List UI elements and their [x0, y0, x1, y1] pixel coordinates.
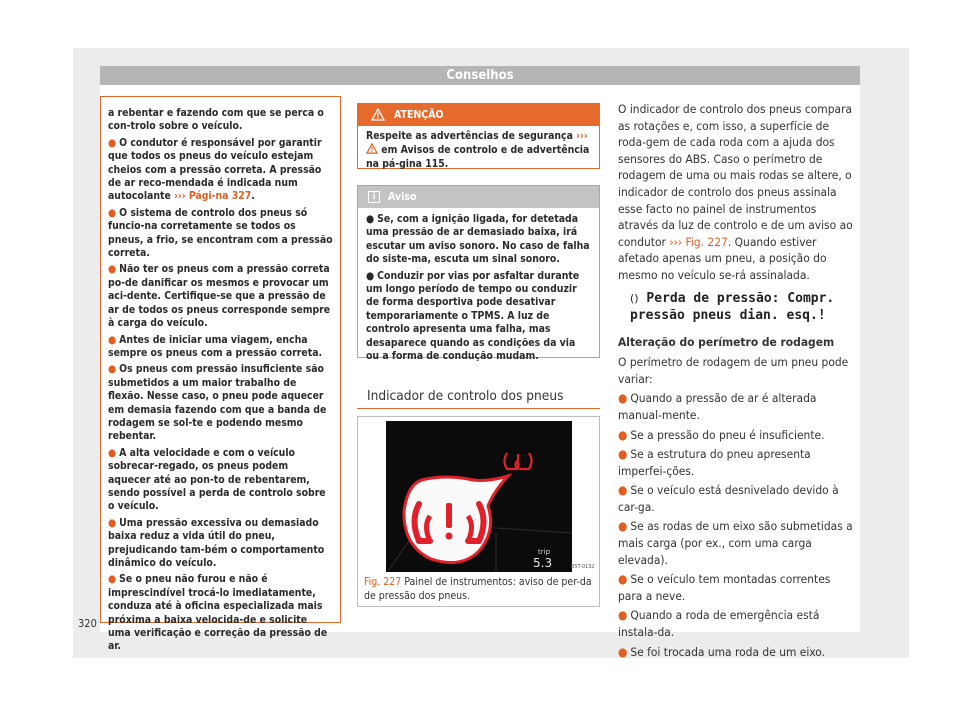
bullet-icon: ● — [108, 363, 117, 376]
list-item: ● Quando a roda de emergência está instala-da. — [618, 608, 820, 640]
bullet-icon: ● — [108, 136, 117, 149]
bullet-icon: ● — [618, 519, 628, 534]
bullet-icon: ● — [108, 446, 117, 459]
aviso-item: ● Se, com a ignição ligada, for detetada uma pressão de ar demasiado baixa, irá escutar um aviso sonoro. No caso de falha do siste-ma, escuta um sinal sonoro. — [366, 213, 590, 266]
aviso-box — [357, 185, 600, 363]
main-text-column — [618, 101, 858, 660]
figure-caption: Fig. 227 Painel de instrumentos: aviso de per-da de pressão dos pneus. — [364, 576, 592, 602]
figure-reference-link[interactable]: ››› Fig. 227 — [669, 234, 728, 249]
warning-item: ● O sistema de controlo dos pneus só funcio-na corretamente se todos os pneus, a frio, se encontram com a pressão correta. — [108, 206, 333, 260]
bullet-icon: ● — [108, 573, 117, 586]
instrument-panel-image — [386, 421, 572, 572]
page-reference-link[interactable]: ››› Pági-na 327 — [174, 190, 252, 203]
warning-continuation-box — [100, 96, 341, 653]
intro-paragraph: O indicador de controlo dos pneus compara as rotações e, com isso, a superfície de roda-gem de cada roda com a ajuda dos sensores do ABS. Caso o perímetro de rodagem de uma ou mais rodas se altere, o indicador de controlo dos pneus assinala esse facto no painel de instrumentos através da luz de controlo e de um aviso ao condutor ››› Fig. 227. Quando estiver afetado apenas um pneu, a posição do mesmo no veículo se-rá assinalada. — [618, 102, 853, 282]
atencao-header — [358, 104, 599, 126]
figure-227 — [357, 416, 600, 607]
trip-label: trip — [538, 548, 551, 556]
bullet-icon: ● — [618, 447, 628, 462]
warning-item: ● Os pneus com pressão insuficiente são submetidos a um maior trabalho de flexão. Nesse caso, o pneu pode aquecer em demasia fazendo com que a banda de rodagem se sol-te e podendo mesmo rebentar. — [108, 363, 327, 443]
atencao-title: ATENÇÃO — [394, 109, 444, 121]
bullet-icon: ● — [618, 608, 628, 623]
warning-item: a rebentar e fazendo com que se perca o con-trolo sobre o veículo. — [108, 107, 324, 133]
warning-triangle-icon — [371, 108, 385, 121]
aviso-body — [358, 208, 599, 371]
warning-item: ● Não ter os pneus com a pressão correta po-de danificar os mesmos e provocar um aci-dente. Certifique-se que a pressão de ar de todos os pneus corresponde sempre à carga do veículo. — [108, 263, 331, 330]
paragraph: O perímetro de rodagem de um pneu pode variar: — [618, 355, 849, 386]
figure-label: Fig. 227 — [364, 576, 402, 588]
atencao-box — [357, 103, 600, 169]
list-item: ● Se a estrutura do pneu apresenta imperfei-ções. — [618, 447, 811, 478]
trip-value: 5.3 — [533, 556, 553, 570]
list-item: ● Quando a pressão de ar é alterada manual-mente. — [618, 391, 817, 422]
aviso-header — [358, 186, 599, 208]
bullet-icon: ● — [618, 391, 628, 406]
bullet-icon: ● — [618, 483, 628, 498]
bullet-icon: ● — [618, 427, 628, 442]
warning-item: ● Antes de iniciar uma viagem, encha sempre os pneus com a pressão correta. — [108, 333, 323, 359]
section-heading: Indicador de controlo dos pneus — [357, 385, 600, 409]
bullet-icon: ● — [108, 333, 117, 346]
list-item: ● Se a pressão do pneu é insuficiente. — [618, 427, 825, 442]
warning-triangle-icon — [366, 143, 378, 154]
page-number: 320 — [78, 617, 97, 630]
display-message: () Perda de pressão: Compr. pressão pneus dian. esq.! — [630, 290, 835, 323]
info-icon: i — [368, 191, 380, 203]
bullet-icon: ● — [366, 213, 375, 225]
bullet-icon: ● — [618, 644, 628, 659]
warning-item: ● Se o pneu não furou e não é imprescindível trocá-lo imediatamente, conduza até à oficina especializada mais próxima a baixa velocida-de e solicite uma verificação e correção da pressão de ar. — [108, 573, 328, 653]
aviso-title: Aviso — [388, 191, 417, 203]
warning-item: ● A alta velocidade e com o veículo sobrecar-regado, os pneus podem aquecer até ao pon-to de rebentarem, sendo possível a perda de controlo sobre o veículo. — [108, 446, 326, 513]
list-item: ● Se o veículo tem montadas correntes para a neve. — [618, 572, 831, 603]
list-item: ● Se as rodas de um eixo são submetidas a mais carga (por ex., com uma carga elevada). — [618, 519, 853, 567]
instrument-panel-drawing — [386, 421, 572, 572]
atencao-body: Respeite as advertências de segurança ››› em Avisos de controlo e de advertência na pá-gina 115. — [366, 130, 590, 170]
page-header: Conselhos — [100, 66, 860, 85]
subheading: Alteração do perímetro de rodagem — [618, 334, 835, 349]
figure-code: B5T-0132 — [571, 564, 595, 570]
bullet-icon: ● — [366, 269, 375, 282]
bullet-icon: ● — [618, 572, 628, 587]
list-item: ● Se o veículo está desnivelado devido à car-ga. — [618, 483, 839, 514]
bullet-icon: ● — [108, 263, 117, 276]
tire-warning-icon: () — [630, 291, 639, 305]
warning-item: ● Uma pressão excessiva ou demasiado baixa reduz a vida útil do pneu, prejudicando tam-bém o comportamento dinâmico do veículo. — [108, 516, 325, 569]
aviso-item: ● Conduzir por vias por asfaltar durante um longo período de tempo ou conduzir de forma desportiva pode desativar temporariamente o TPMS. A luz de controlo apresenta uma falha, mas desaparece quando as condições da via ou a forma de condução mudam. — [366, 269, 580, 363]
warning-item: ● O condutor é responsável por garantir que todos os pneus do veículo estejam cheios com a pressão correta. A pressão de ar reco-mendada é indicada num autocolante ››› Pági-na 327. — [108, 136, 322, 203]
bullet-icon: ● — [108, 206, 117, 219]
reference-arrows[interactable]: ››› — [576, 130, 588, 142]
bullet-icon: ● — [108, 516, 117, 529]
list-item: ● Se foi trocada uma roda de um eixo. — [618, 644, 826, 659]
